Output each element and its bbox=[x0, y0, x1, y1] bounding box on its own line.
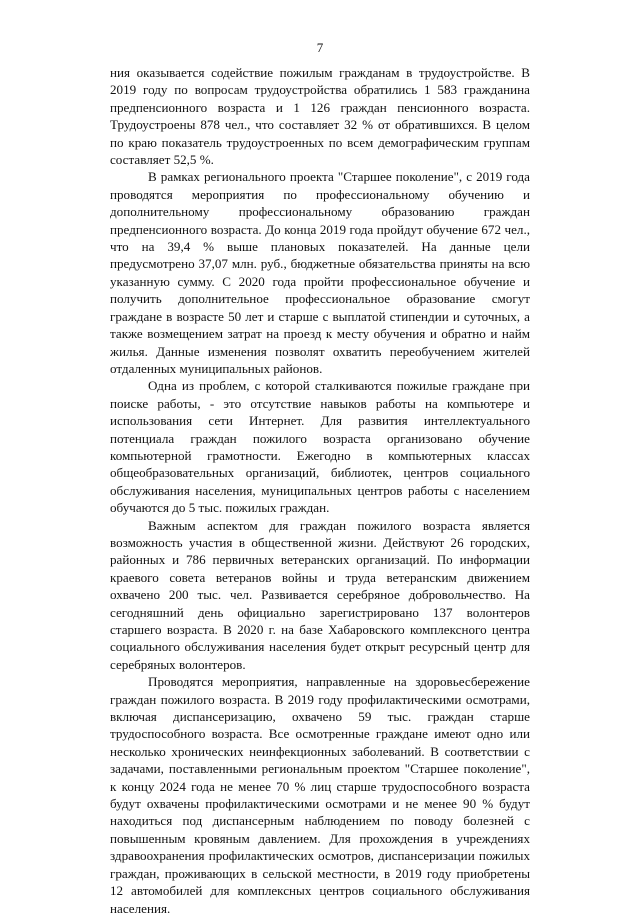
paragraph-computer-literacy: Одна из проблем, с которой сталкиваются пожилые граждане при поиске работы, - это отсутствие навыков работы на компьютере и использования сети Интернет. Для развития интеллектуального потенциала граждан пожилого возраста организовано обучение компьютерной грамотности. Ежегодно в компьютерных классах общеобразовательных организаций, библиотек, центров социального обслуживания населения, муниципальных центров работы с населением обучаются до 5 тыс. пожилых граждан. bbox=[110, 378, 530, 516]
document-body bbox=[110, 64, 530, 917]
page-number: 7 bbox=[316, 40, 324, 55]
paragraph-employment-assistance: ния оказывается содействие пожилым гражданам в трудоустройстве. В 2019 году по вопросам трудоустройства обратились 1 583 гражданина предпенсионного возраста и 1 126 граждан пенсионного возраста. Трудоустроены 878 чел., что составляет 32 % от обратившихся. В целом по краю показатель трудоустроенных по всем демографическим группам составляет 52,5 %. bbox=[110, 65, 530, 168]
paragraph-professional-training: В рамках регионального проекта "Старшее поколение", с 2019 года проводятся мероприятия по профессиональному обучению и дополнительному профессиональному образованию граждан предпенсионного возраста. До конца 2019 года пройдут обучение 672 чел., что на 39,4 % выше плановых показателей. На данные цели предусмотрено 37,07 млн. руб., бюджетные обязательства приняты на всю указанную сумму. С 2020 года пройти профессиональное обучение и получить дополнительное профессиональное образование смогут граждане в возрасте 50 лет и старше с выплатой стипендии и суточных, а также возмещением затрат на проезд к месту обучения и обратно и найм жилья. Данные изменения позволят охватить переобучением жителей отдаленных муниципальных районов. bbox=[110, 169, 530, 376]
paragraph-health-care: Проводятся мероприятия, направленные на здоровьесбережение граждан пожилого возраста. В 2019 году профилактическими осмотрами, включая диспансеризацию, охвачено 59 тыс. граждан старше трудоспособного возраста. Все осмотренные граждане имеют одно или несколько хронических неинфекционных заболеваний. В соответствии с задачами, поставленными региональным проектом "Старшее поколение", к концу 2024 года не менее 70 % лиц старше трудоспособного возраста будут охвачены профилактическими осмотрами и не менее 90 % будут находиться под диспансерным наблюдением по поводу болезней с повышенным кровяным давлением. Для прохождения в учреждениях здравоохранения профилактических осмотров, диспансеризации пожилых граждан, проживающих в сельской местности, в 2019 году приобретены 12 автомобилей для комплексных центров социального обслуживания населения. bbox=[110, 674, 530, 916]
paragraph-public-life: Важным аспектом для граждан пожилого возраста является возможность участия в общественной жизни. Действуют 26 городских, районных и 786 первичных ветеранских организаций. По информации краевого совета ветеранов войны и труда ветеранским движением охвачено 200 тыс. чел. Развивается серебряное добровольчество. На сегодняшний день официально зарегистрировано 137 волонтеров старшего возраста. В 2020 г. на базе Хабаровского комплексного центра социального обслуживания населения будет открыт ресурсный центр для серебряных волонтеров. bbox=[110, 517, 530, 672]
